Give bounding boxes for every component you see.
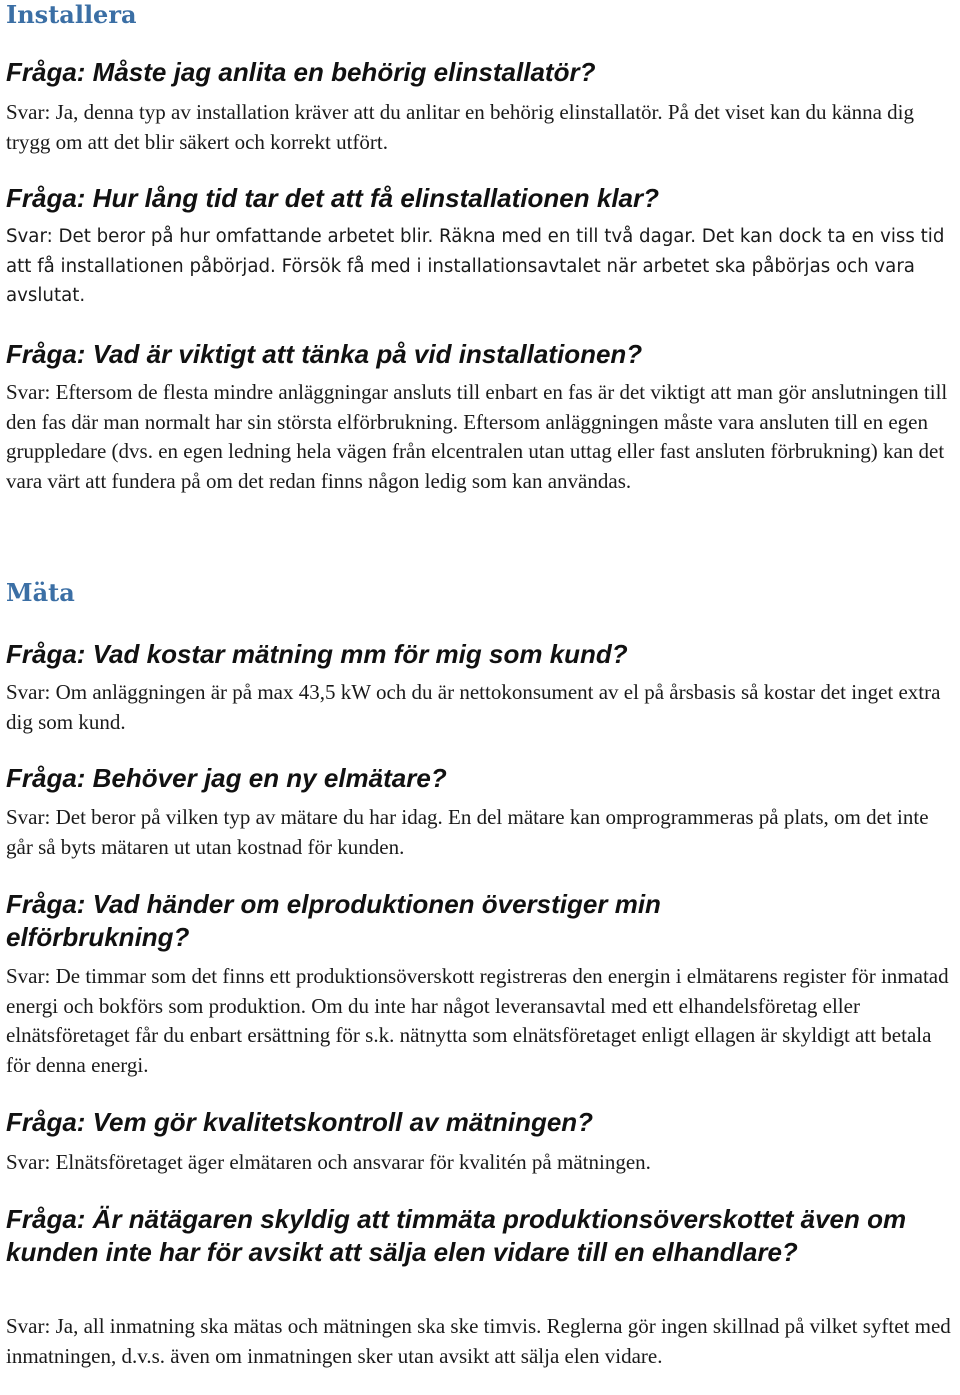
question-heading: Fråga: Behöver jag en ny elmätare? bbox=[6, 763, 447, 793]
answer-paragraph: Svar: Ja, all inmatning ska mätas och mätningen ska ske timvis. Reglerna gör ingen skillnad på vilket syftet med inmatningen, d.v.s. även om inmatningen sker utan avsikt att sälja elen vidare. bbox=[6, 1314, 951, 1368]
answer-paragraph: Svar: Det beror på hur omfattande arbetet blir. Räkna med en till två dagar. Det kan dock ta en viss tid att få installationen påbörjad. Försök få med i installationsavtalet när arbetet ska påbörjas och vara avslutat. bbox=[6, 226, 945, 306]
question-heading: Fråga: Är nätägaren skyldig att timmäta produktionsöverskottet även om kunden inte har för avsikt att sälja elen vidare till en elhandlare? bbox=[6, 1204, 907, 1267]
question-heading: Fråga: Vad är viktigt att tänka på vid installationen? bbox=[6, 339, 643, 369]
answer-paragraph: Svar: Elnätsföretaget äger elmätaren och ansvarar för kvalitén på mätningen. bbox=[6, 1150, 651, 1174]
question-heading: Fråga: Vem gör kvalitetskontroll av mätningen? bbox=[6, 1107, 594, 1137]
answer-paragraph: Svar: Eftersom de flesta mindre anläggningar ansluts till enbart en fas är det viktigt att man gör anslutningen till den fas där man normalt har sin största elförbrukning. Eftersom anläggningen måste vara ansluten till en egen gruppledare (dvs. en egen ledning hela vägen från elcentralen utan uttag eller fast ansluten förbrukning) kan det vara värt att fundera på om det redan finns någon ledig som kan användas. bbox=[6, 380, 948, 493]
answer-paragraph: Svar: De timmar som det finns ett produktionsöverskott registreras den energin i elmätarens register för inmatad energi och bokförs som produktion. Om du inte har något leveransavtal med ett elhandelsföretag eller elnätsföretaget får du enbart ersättning för s.k. nätnytta som elnätsföretaget enligt ellagen är skyldigt att betala för denna energi. bbox=[6, 964, 949, 1077]
answer-paragraph: Svar: Det beror på vilken typ av mätare du har idag. En del mätare kan omprogrammeras på plats, om det inte går så byts mätaren ut utan kostnad för kunden. bbox=[6, 805, 929, 859]
section-heading-mata: Mäta bbox=[6, 578, 75, 607]
question-heading: Fråga: Vad kostar mätning mm för mig som kund? bbox=[6, 639, 628, 669]
question-heading: Fråga: Vad händer om elproduktionen överstiger min elförbrukning? bbox=[6, 889, 661, 952]
answer-paragraph: Svar: Ja, denna typ av installation kräver att du anlitar en behörig elinstallatör. På det viset kan du känna dig trygg om att det blir säkert och korrekt utfört. bbox=[6, 100, 915, 154]
answer-paragraph: Svar: Om anläggningen är på max 43,5 kW och du är nettokonsument av el på årsbasis så kostar det inget extra dig som kund. bbox=[6, 680, 941, 734]
question-heading: Fråga: Måste jag anlita en behörig elinstallatör? bbox=[6, 57, 596, 87]
section-heading-installera: Installera bbox=[6, 0, 137, 29]
question-heading: Fråga: Hur lång tid tar det att få elinstallationen klar? bbox=[6, 183, 659, 213]
